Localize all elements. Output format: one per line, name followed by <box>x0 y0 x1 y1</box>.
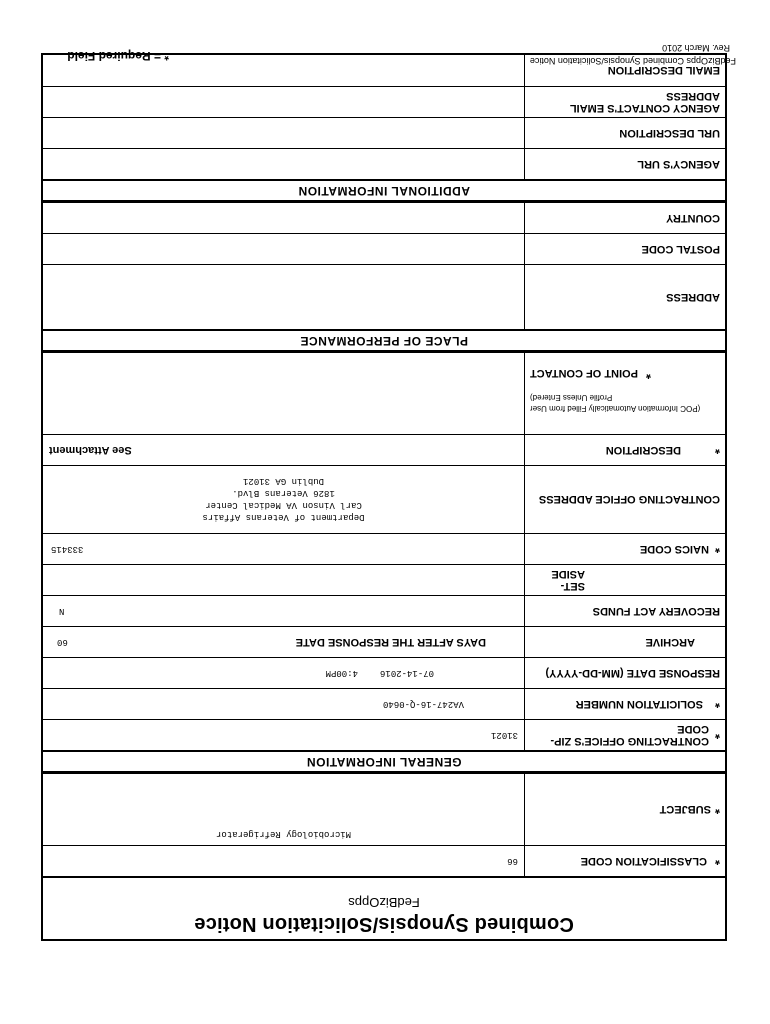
required-field-legend <box>67 49 169 63</box>
row-point-of-contact <box>43 352 725 434</box>
address-line: Department of Veterans Affairs <box>202 512 365 523</box>
subject-value[interactable]: Microbiology Refrigerator <box>215 829 352 839</box>
address-line: Carl Vinson VA Medical Center <box>205 500 362 511</box>
description-value[interactable]: See Attachment <box>49 444 132 456</box>
row-solicitation-number <box>43 688 725 719</box>
agency-contact-email-label: AGENCY CONTACT'S EMAIL ADDRESS <box>524 87 725 117</box>
row-subject <box>43 773 725 845</box>
naics-code-label: NAICS CODE <box>639 543 709 555</box>
contracting-office-address-label: CONTRACTING OFFICE ADDRESS <box>524 466 725 533</box>
section-general-information: GENERAL INFORMATION <box>43 750 725 773</box>
required-star: * <box>714 853 720 869</box>
row-response-date <box>43 657 725 688</box>
row-place-address <box>43 264 725 329</box>
row-naics-code <box>43 533 725 564</box>
row-description <box>43 434 725 465</box>
classification-code-value[interactable]: 66 <box>507 856 518 866</box>
contracting-office-zip-value[interactable]: 31021 <box>490 730 518 740</box>
description-label: DESCRIPTION <box>605 444 681 456</box>
recovery-act-label: RECOVERY ACT FUNDS <box>524 596 725 626</box>
row-url-description <box>43 117 725 148</box>
synopsis-form <box>41 53 727 941</box>
postal-code-value[interactable] <box>43 234 524 264</box>
row-contracting-office-address <box>43 465 725 533</box>
row-agency-url <box>43 148 725 179</box>
solicitation-number-label: SOLICITATION NUMBER <box>575 698 703 710</box>
row-archive <box>43 626 725 657</box>
point-of-contact-label: POINT OF CONTACT <box>530 367 638 379</box>
required-star: * <box>714 541 720 557</box>
required-star: * <box>714 442 720 458</box>
form-subtitle: FedBizOpps <box>348 895 420 910</box>
country-label: COUNTRY <box>524 203 725 233</box>
required-star: * <box>714 696 720 712</box>
title-block <box>43 876 725 939</box>
place-address-label: ADDRESS <box>524 265 725 329</box>
email-description-label: EMAIL DESCRIPTION <box>524 55 725 86</box>
required-field-note: = Required Field <box>67 49 161 63</box>
response-date-label: RESPONSE DATE (MM-DD-YYYY) <box>524 658 725 688</box>
url-description-value[interactable] <box>43 118 524 148</box>
place-address-value[interactable] <box>43 265 524 329</box>
row-postal-code <box>43 233 725 264</box>
postal-code-label: POSTAL CODE <box>524 234 725 264</box>
address-line: 1826 Veterans Blvd. <box>232 488 335 499</box>
footer-form-name: FedBizOpps Combined Synopsis/Solicitation Notice <box>529 56 736 66</box>
classification-code-label: CLASSIFICATION CODE <box>580 855 707 867</box>
response-time-value[interactable]: 4:00PM <box>325 668 358 678</box>
naics-code-value[interactable]: 333415 <box>51 544 84 554</box>
address-line: Dublin GA 31021 <box>243 476 325 487</box>
solicitation-number-value[interactable]: VA247-16-Q-0640 <box>382 699 464 709</box>
archive-days-value[interactable]: 60 <box>57 637 68 647</box>
contracting-office-zip-label: CONTRACTING OFFICE'S ZIP-CODE <box>550 723 709 747</box>
required-star: * <box>714 727 720 743</box>
response-date-value[interactable]: 07-14-2016 <box>379 668 434 678</box>
url-description-label: URL DESCRIPTION <box>524 118 725 148</box>
form-title: Combined Synopsis/Solicitation Notice <box>194 913 574 935</box>
point-of-contact-note: (POC Information Automatically Filled from User Profile Unless Entered) <box>530 393 701 413</box>
agency-url-value[interactable] <box>43 149 524 179</box>
required-star: * <box>645 367 652 382</box>
row-recovery-act <box>43 595 725 626</box>
row-contracting-office-zip <box>43 719 725 750</box>
recovery-act-value[interactable]: N <box>59 606 65 616</box>
row-classification-code <box>43 845 725 876</box>
form-footer <box>530 41 736 67</box>
row-country <box>43 202 725 233</box>
archive-label: ARCHIVE <box>524 627 725 657</box>
point-of-contact-value[interactable] <box>43 353 524 434</box>
agency-contact-email-value[interactable] <box>43 87 524 117</box>
set-aside-label: SET-ASIDE <box>524 565 725 595</box>
set-aside-value[interactable] <box>43 565 524 595</box>
section-place-of-performance: PLACE OF PERFORMANCE <box>43 329 725 352</box>
subject-label: SUBJECT <box>659 803 711 816</box>
required-star: * <box>164 49 169 63</box>
footer-revision: Rev. March 2010 <box>662 43 730 53</box>
section-additional-information: ADDITIONAL INFORMATION <box>43 179 725 202</box>
agency-url-label: AGENCY'S URL <box>524 149 725 179</box>
row-set-aside <box>43 564 725 595</box>
country-value[interactable] <box>43 203 524 233</box>
required-star: * <box>714 802 720 817</box>
row-agency-contact-email <box>43 86 725 117</box>
archive-suffix: DAYS AFTER THE RESPONSE DATE <box>295 636 486 648</box>
